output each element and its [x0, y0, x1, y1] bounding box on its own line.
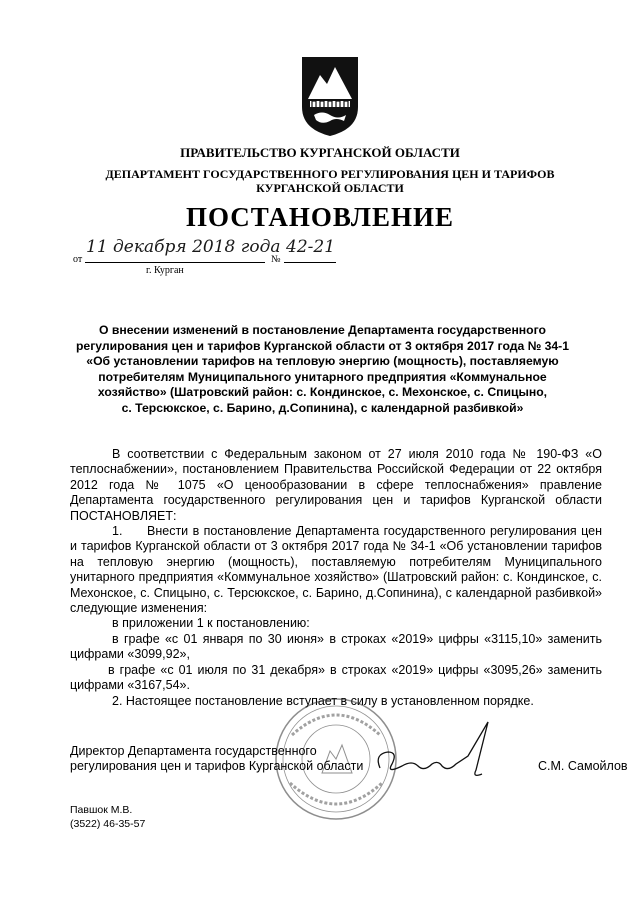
executor-contact: [70, 803, 145, 831]
number-handwritten: 42-21: [286, 237, 336, 257]
item-1-number: 1.: [112, 524, 123, 539]
preamble-paragraph: В соответствии с Федеральным законом от 27 июля 2010 года № 190-ФЗ «О теплоснабжении», постановлением Правительства Российской Федерации от 22 октября 2012 года № 1075 «О ценообразовании в сфере теплоснабжения» правление Департамента государственного регулирования цен и тарифов Курганской области ПОСТАНОВЛЯЕТ:: [70, 447, 602, 523]
government-name: ПРАВИТЕЛЬСТВО КУРГАНСКОЙ ОБЛАСТИ: [180, 145, 460, 160]
executor-phone: (3522) 46-35-57: [70, 818, 146, 830]
executor-name: Павшок М.В.: [70, 804, 133, 816]
number-underline: [284, 262, 336, 263]
signatory-name: С.М. Самойлов: [538, 759, 628, 773]
document-body: [70, 447, 602, 709]
item-2-paragraph: 2. Настоящее постановление вступает в силу в установленном порядке.: [112, 693, 534, 708]
date-handwritten: 11 декабря 2018 года: [86, 237, 281, 257]
document-subject: О внесении изменений в постановление Департамента государственного регулирования цен и тарифов Курганской области от 3 октября 2017 года № 34-1 «Об установлении тарифов на тепловую энергию (мощность), поставляемую потребителям Муниципального унитарного предприятия «Коммунальное хозяйство» (Шатровский район: с. Кондинское, с. Мехонское, с. Спицыно, с. Терсюкское, с. Барино, д.Сопинина), с календарной разбивкой»: [75, 323, 570, 415]
handwritten-signature: [372, 716, 502, 786]
signatory-position: Директор Департамента государственного регулирования цен и тарифов Курганской области: [70, 744, 364, 773]
item-1-paragraph: 1. Внести в постановление Департамента государственного регулирования цен и тарифов Курганской области от 3 октября 2017 года № 34-1 «Об установлении тарифов на тепловую энергию (мощность), поставляемую потребителям Муниципального унитарного предприятия «Коммунальное хозяйство» (Шатровский район: с. Кондинское, с. Мехонское, с. Спицыно, с. Терсюкское, с. Барино, д.Сопинина), с календарной разбивкой» следующие изменения:: [70, 524, 602, 616]
department-name: ДЕПАРТАМЕНТ ГОСУДАРСТВЕННОГО РЕГУЛИРОВАНИЯ ЦЕН И ТАРИФОВ КУРГАНСКОЙ ОБЛАСТИ: [105, 167, 555, 195]
document-type-title: ПОСТАНОВЛЕНИЕ: [185, 202, 455, 232]
appendix-paragraph: в приложении 1 к постановлению:: [112, 616, 310, 631]
coat-of-arms-emblem: [300, 55, 360, 138]
date-from-label: от: [73, 254, 83, 265]
change-2-paragraph: в графе «с 01 июля по 31 декабря» в строках «2019» цифры «3095,26» заменить цифрами «3167,54».: [70, 662, 602, 693]
date-underline: [85, 262, 265, 263]
number-label: №: [271, 254, 281, 265]
change-1-paragraph: в графе «с 01 января по 30 июня» в строках «2019» цифры «3115,10» заменить цифрами «3099,92»,: [70, 631, 602, 662]
city: г. Курган: [146, 265, 184, 276]
